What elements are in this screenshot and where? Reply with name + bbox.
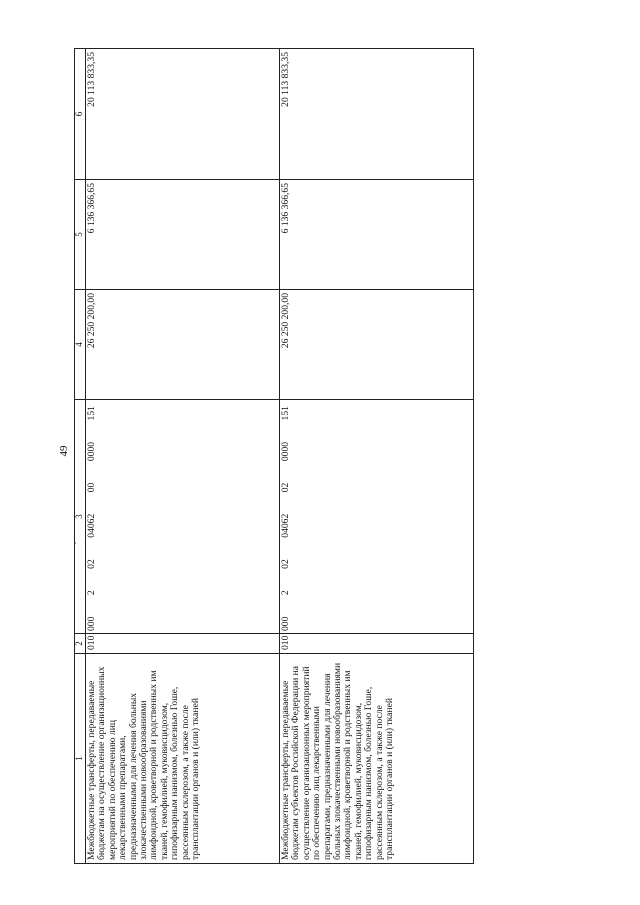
kbk-part: 00	[86, 482, 97, 493]
kbk-part: 0000	[86, 441, 97, 462]
column-number: 6	[75, 49, 86, 180]
kbk-part: 151	[86, 406, 97, 421]
kbk-part: 0000	[280, 441, 291, 462]
kbk-part: 2	[86, 590, 97, 596]
kbk-part: 04062	[86, 513, 97, 538]
column-number: 4	[75, 290, 86, 400]
kbk-part: 02	[86, 559, 97, 569]
column-number: 1	[75, 654, 86, 864]
budget-classification-code	[280, 400, 474, 634]
column-number: 3	[75, 400, 86, 634]
amount-col6: 20 113 833,35	[86, 49, 280, 180]
column-number: 5	[75, 180, 86, 290]
column-number-row	[75, 49, 86, 864]
kbk-part: 04062	[280, 513, 291, 538]
admin-code: 010	[280, 634, 474, 654]
amount-col4: 26 250 200,00	[280, 290, 474, 400]
kbk-part: 02	[280, 482, 291, 493]
admin-code: 010	[86, 634, 280, 654]
budget-table	[74, 48, 474, 864]
budget-classification-code	[86, 400, 280, 634]
kbk-part: 000	[86, 616, 97, 631]
column-number: 2	[75, 634, 86, 654]
kbk-part: 000	[280, 616, 291, 631]
table-row	[86, 49, 280, 864]
kbk-part: 02	[280, 559, 291, 569]
row-name: Межбюджетные трансферты, передаваемые бюджетам на осуществление организационных мероприятий по обеспечению лиц лекарственными препаратами, предназначенными для лечения больных злокачественными новообразованиями лимфоидной, кроветворной и родственных им тканей, гемофилией, муковисцидозом, гипофизарным нанизмом, болезнью Гоше, рассеянным склерозом, а также после трансплантации органов и (или) тканей	[86, 654, 280, 864]
amount-col5: 6 136 366,65	[280, 180, 474, 290]
table-row	[280, 49, 474, 864]
kbk-part: 151	[280, 406, 291, 421]
amount-col5: 6 136 366,65	[86, 180, 280, 290]
rotated-table-container	[74, 49, 396, 864]
amount-col4: 26 250 200,00	[86, 290, 280, 400]
page-number: 49	[58, 445, 70, 457]
row-name: Межбюджетные трансферты, передаваемые бюджетам субъектов Российской Федерации на осуществление организационных мероприятий по обеспечению лиц лекарственными препаратами, предназначенными для лечения больных злокачественными новообразованиями лимфоидной, кроветворной и родственных им тканей, гемофилией, муковисцидозом, гипофизарным нанизмом, болезнью Гоше, рассеянным склерозом, а также после трансплантации органов и (или) тканей	[280, 654, 474, 864]
kbk-part: 2	[280, 590, 291, 596]
amount-col6: 20 113 833,35	[280, 49, 474, 180]
